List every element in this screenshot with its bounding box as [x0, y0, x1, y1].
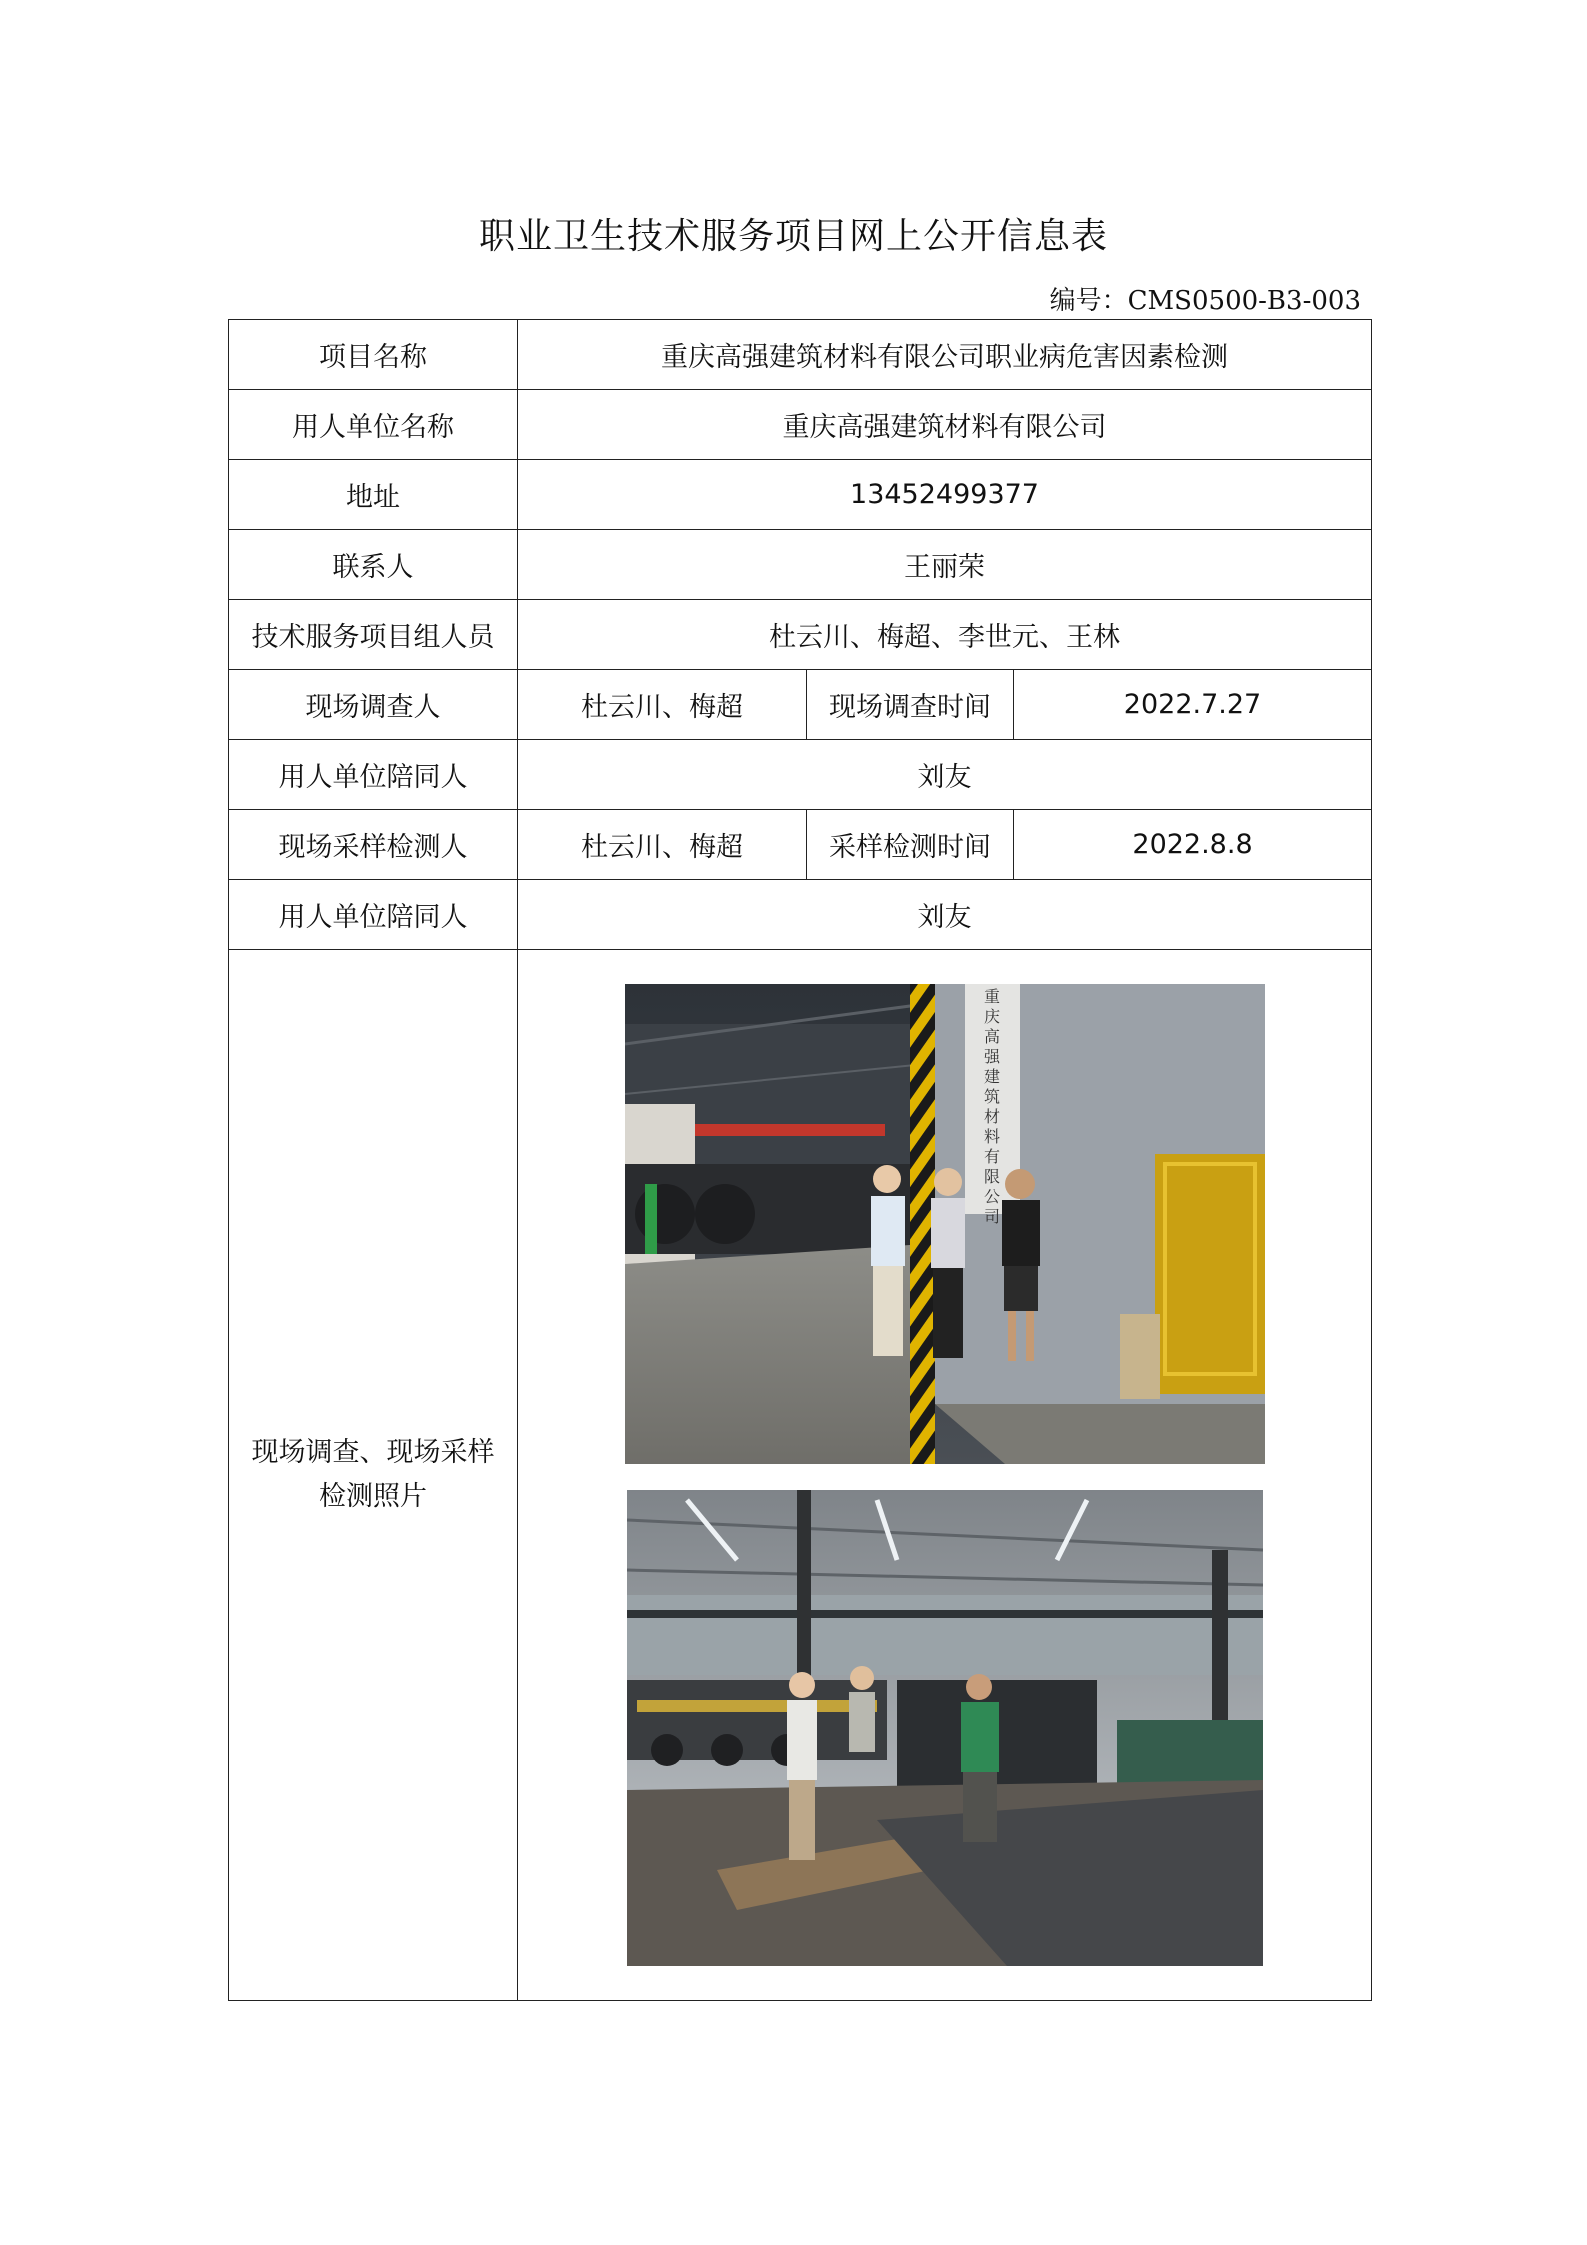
page-title: 职业卫生技术服务项目网上公开信息表 [478, 216, 1108, 257]
info-table [228, 319, 1372, 2001]
value-employer: 重庆高强建筑材料有限公司 [518, 390, 1372, 460]
sampling-photo [627, 1490, 1263, 1966]
value-sampling: 杜云川、梅超 [518, 810, 807, 880]
survey-photo [625, 984, 1265, 1464]
row-survey [229, 670, 1372, 740]
label-photos [229, 950, 518, 2001]
sign-char: 有 [983, 1147, 1000, 1166]
row-team [229, 600, 1372, 670]
row-contact [229, 530, 1372, 600]
value-project-name: 重庆高强建筑材料有限公司职业病危害因素检测 [518, 320, 1372, 390]
row-address [229, 460, 1372, 530]
photos-label-line-1: 现场调查、现场采样 [251, 1437, 495, 1468]
row-employer [229, 390, 1372, 460]
row-project-name [229, 320, 1372, 390]
value-escort-1: 刘友 [518, 740, 1372, 810]
label-escort-1: 用人单位陪同人 [229, 740, 518, 810]
row-escort-1 [229, 740, 1372, 810]
label-survey: 现场调查人 [229, 670, 518, 740]
photos-cell [518, 950, 1372, 2001]
value-address: 13452499377 [518, 460, 1372, 530]
row-escort-2 [229, 880, 1372, 950]
label-address: 地址 [229, 460, 518, 530]
label-sampling-time: 采样检测时间 [807, 810, 1014, 880]
value-survey-time: 2022.7.27 [1014, 670, 1372, 740]
sign-char: 限 [983, 1167, 1000, 1186]
document-code: 编号：CMS0500-B3-003 [1049, 286, 1361, 316]
sign-char: 筑 [983, 1087, 1000, 1106]
sign-char: 庆 [983, 1007, 1000, 1026]
label-project-name: 项目名称 [229, 320, 518, 390]
label-contact: 联系人 [229, 530, 518, 600]
row-sampling [229, 810, 1372, 880]
sign-char: 公 [983, 1187, 1000, 1206]
label-team: 技术服务项目组人员 [229, 600, 518, 670]
sign-char: 强 [983, 1047, 1000, 1066]
photos-label-line-2: 检测照片 [319, 1481, 427, 1512]
sign-char: 建 [983, 1067, 1000, 1086]
value-contact: 王丽荣 [518, 530, 1372, 600]
value-team: 杜云川、梅超、李世元、王林 [518, 600, 1372, 670]
sign-char: 材 [983, 1107, 1000, 1126]
label-survey-time: 现场调查时间 [807, 670, 1014, 740]
label-sampling: 现场采样检测人 [229, 810, 518, 880]
sign-char: 重 [983, 987, 1000, 1006]
survey-photo-image [625, 984, 1265, 1464]
sign-char: 高 [983, 1027, 1000, 1046]
value-escort-2: 刘友 [518, 880, 1372, 950]
sign-char: 司 [983, 1207, 1000, 1226]
row-photos [229, 950, 1372, 2001]
label-escort-2: 用人单位陪同人 [229, 880, 518, 950]
label-employer: 用人单位名称 [229, 390, 518, 460]
sampling-photo-image [627, 1490, 1263, 1966]
value-sampling-time: 2022.8.8 [1014, 810, 1372, 880]
value-survey: 杜云川、梅超 [518, 670, 807, 740]
sign-char: 料 [983, 1127, 1000, 1146]
